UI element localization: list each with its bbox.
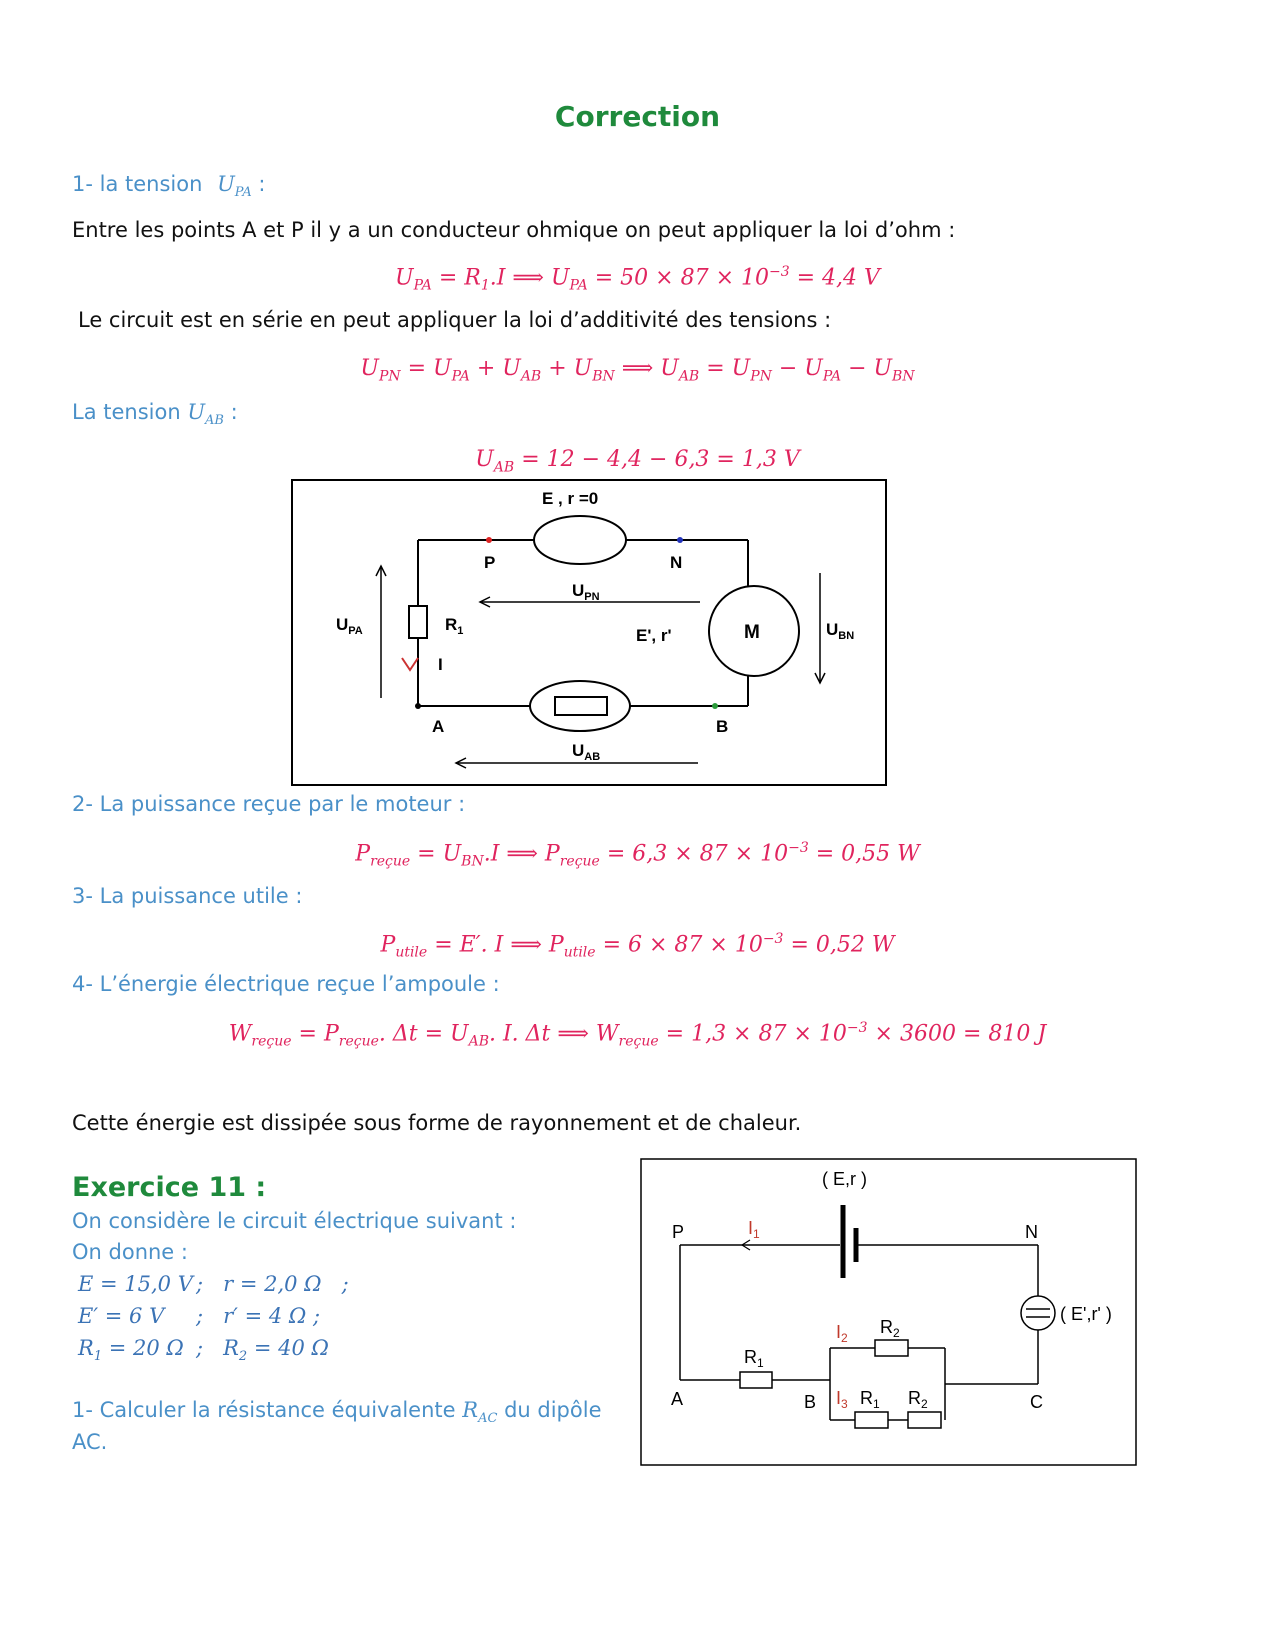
given-line-2: E′ = 6 V ; r′ = 4 Ω ; [78, 1304, 321, 1328]
q1-heading: 1- la tension $U_{PA}$ : [72, 172, 266, 201]
equation-additivity: $U_{PN} = U_{PA} + U_{AB} + U_{BN}$ ⟹ $U_{AB} = U_{PN} - U_{PA} - U_{BN}$ [360, 356, 915, 385]
node-p: P [672, 1222, 685, 1242]
uab-heading: La tension $U_{AB}$ : [72, 400, 238, 429]
page-title: Correction [554, 100, 721, 133]
current-i3: $I_3$ [836, 1388, 848, 1411]
q1-var: $U_{PA}$ [217, 172, 252, 201]
exercise-intro: On considère le circuit électrique suivant : [72, 1209, 517, 1233]
generator-label: E , r =0 [542, 489, 599, 508]
resistor-r2-bottom [908, 1412, 941, 1428]
node-n: N [670, 553, 683, 572]
given-line-3: $R_1 = 20$ Ω ; $R_2 = 40$ Ω [78, 1336, 329, 1365]
node-p: P [484, 553, 496, 572]
receiver-label: ( E',r' ) [1060, 1304, 1112, 1324]
circuit-diagram-1 [290, 478, 890, 788]
exercise-given-label: On donne : [72, 1240, 188, 1264]
q1-text2: Le circuit est en série en peut appliquer la loi d’additivité des tensions : [78, 308, 832, 332]
r1-label: $R_1$ [744, 1347, 764, 1370]
equation-w-recue: $W_{reçue} = P_{reçue}$. $\Delta t = U_{AB}$. I. Δt ⟹ $W_{reçue} = 1,3 \times 87 \times 10^{-3} \times 3600 = 810$ J [228, 1020, 1047, 1050]
conclusion: Cette énergie est dissipée sous forme de rayonnement et de chaleur. [72, 1111, 802, 1135]
current-arrow [402, 658, 418, 670]
generator-label: ( E,r ) [822, 1169, 867, 1189]
r2-top-label: $R_2$ [880, 1317, 900, 1340]
exercise-question-1: 1- Calculer la résistance équivalente $R_{AC}$ du dipôle [72, 1398, 602, 1427]
node-c: C [1030, 1392, 1043, 1412]
node-b: B [716, 717, 729, 736]
q4-heading: 4- L’énergie électrique reçue l’ampoule : [72, 972, 500, 996]
upa-label: $U_{PA}$ [336, 615, 363, 637]
upn-label: $U_{PN}$ [572, 581, 600, 603]
resistor-r2-top [875, 1340, 908, 1356]
q2-heading: 2- La puissance reçue par le moteur : [72, 792, 466, 816]
ubn-label: $U_{BN}$ [826, 620, 855, 642]
node-n: N [1025, 1222, 1038, 1242]
r2-bottom-label: $R_2$ [908, 1388, 928, 1411]
motor-params: E', r' [636, 626, 672, 645]
equation-p-recue: $P_{reçue} = U_{BN}.I$ ⟹ $P_{reçue} = 6,3 \times 87 \times 10^{-3} = 0,55$ W [355, 840, 920, 870]
uab-label: $U_{AB}$ [572, 741, 601, 763]
resistor-r1 [740, 1372, 772, 1388]
q1-text1: Entre les points A et P il y a un conducteur ohmique on peut appliquer la loi d’ohm : [72, 218, 956, 242]
node-b: B [804, 1392, 817, 1412]
resistor-r1-bottom [855, 1412, 888, 1428]
r1-bottom-label: $R_1$ [860, 1388, 880, 1411]
given-line-1: E = 15,0 V ; r = 2,0 Ω ; [78, 1272, 349, 1296]
motor-label: M [744, 622, 760, 643]
equation-uab: $U_{AB} = 12 - 4,4 - 6,3 = 1,3$ V [475, 447, 800, 476]
node-n-dot [677, 537, 683, 543]
r1-label: $R_1$ [445, 615, 464, 637]
circuit-diagram-2 [640, 1158, 1138, 1468]
receiver-symbol [1021, 1296, 1055, 1330]
current-i1: $I_1$ [748, 1218, 760, 1241]
q3-heading: 3- La puissance utile : [72, 884, 303, 908]
exercise-title: Exercice 11 : [72, 1172, 267, 1203]
node-a: A [671, 1389, 684, 1409]
node-p-dot [486, 537, 492, 543]
equation-upa: $U_{PA} = R_1.I$ ⟹ $U_{PA} = 50 \times 87 \times 10^{-3} = 4,4$ V [395, 264, 880, 294]
resistor-r1 [409, 606, 427, 638]
equation-p-utile: $P_{utile} = E'$. I ⟹ $P_{utile} = 6 \times 87 \times 10^{-3} = 0,52$ W [380, 931, 895, 961]
exercise-question-1-cont: AC. [72, 1430, 108, 1454]
node-a: A [432, 717, 445, 736]
current-i2: $I_2$ [836, 1322, 848, 1345]
generator-symbol [534, 516, 626, 564]
current-label: I [438, 655, 443, 674]
